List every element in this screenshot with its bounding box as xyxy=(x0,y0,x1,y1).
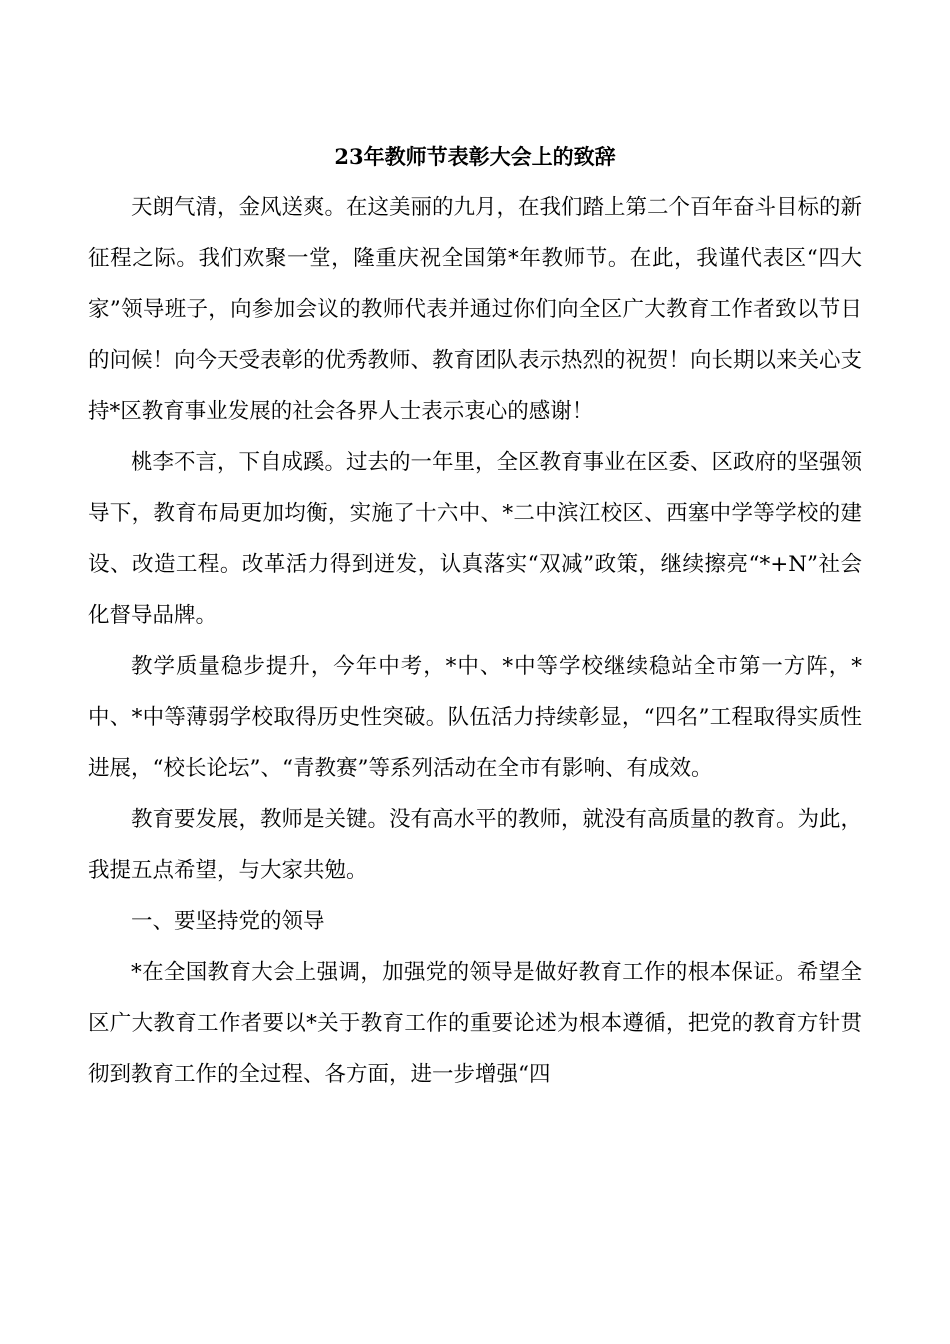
paragraph-party-leadership: *在全国教育大会上强调，加强党的领导是做好教育工作的根本保证。希望全区广大教育工作者要以*关于教育工作的重要论述为根本遵循，把党的教育方针贯彻到教育工作的全过程、各方面，进一步增强“四 xyxy=(88,960,862,1087)
paragraph-achievements: 桃李不言，下自成蹊。过去的一年里，全区教育事业在区委、区政府的坚强领导下，教育布局更加均衡，实施了十六中、*二中滨江校区、西塞中学等学校的建设、改造工程。改革活力得到迸发，认真落实“双减”政策，继续擦亮“*+N”社会化督导品牌。 xyxy=(88,450,863,628)
paragraph-greeting: 天朗气清，金风送爽。在这美丽的九月，在我们踏上第二个百年奋斗目标的新征程之际。我们欢聚一堂，隆重庆祝全国第*年教师节。在此，我谨代表区“四大家”领导班子，向参加会议的教师代表并通过你们向全区广大教育工作者致以节日的问候！向今天受表彰的优秀教师、教育团队表示热烈的祝贺！向长期以来关心支持*区教育事业发展的社会各界人士表示衷心的感谢！ xyxy=(88,195,863,424)
document-title: 23年教师节表彰大会上的致辞 xyxy=(334,144,616,169)
paragraph-quality: 教学质量稳步提升，今年中考，*中、*中等学校继续稳站全市第一方阵，*中、*中等薄弱学校取得历史性突破。队伍活力持续彰显，“四名”工程取得实质性进展，“校长论坛”、“青教赛”等系列活动在全市有影响、有成效。 xyxy=(88,654,862,781)
section-heading-1: 一、要坚持党的领导 xyxy=(131,909,325,934)
document-body xyxy=(88,182,862,1100)
paragraph-expectations: 教育要发展，教师是关键。没有高水平的教师，就没有高质量的教育。为此，我提五点希望，与大家共勉。 xyxy=(88,807,863,883)
